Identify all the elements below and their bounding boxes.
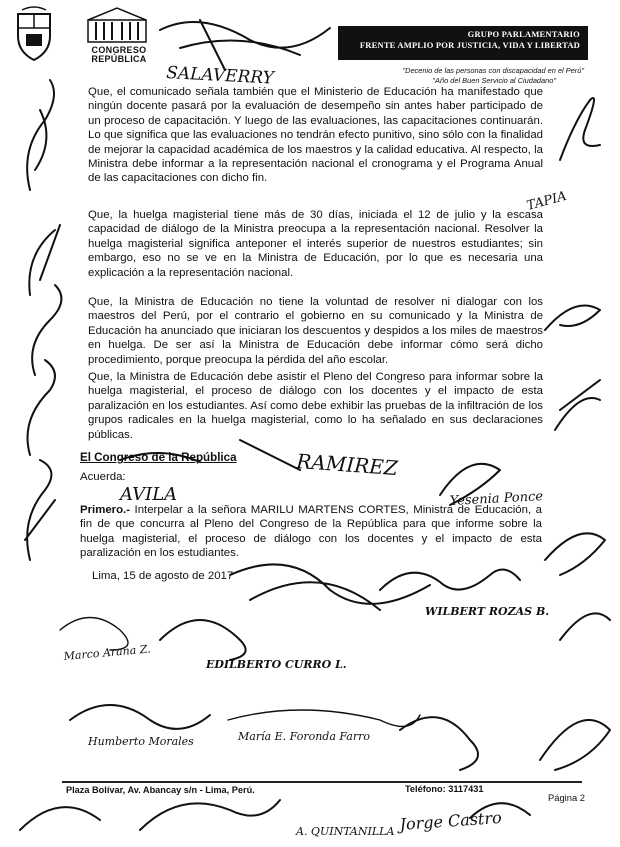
signature-salaverry: SALAVERRY bbox=[165, 63, 275, 89]
signature-right-5 bbox=[560, 613, 610, 640]
signature-right-6 bbox=[540, 720, 610, 770]
footer-phone: Teléfono: 3117431 bbox=[405, 784, 484, 794]
first-text: Interpelar a la señora MARILU MARTENS CORTES, Ministra de Educación, a fin de que concurra al Pleno del Congreso de la República para que informe sobre la huelga magisterial, el proceso de diálogo con los docentes y el impacto de esta paralización en los estudiantes. bbox=[80, 504, 542, 560]
group-line2: FRENTE AMPLIO POR JUSTICIA, VIDA Y LIBERTAD bbox=[359, 40, 580, 50]
signature-bottom-right bbox=[470, 803, 530, 818]
signature-top bbox=[160, 20, 330, 70]
signature-left-2 bbox=[29, 225, 60, 295]
paragraph-2: Que, la huelga magisterial tiene más de 30 días, iniciada el 12 de julio y la escasa capacidad de diálogo de la Ministra preocupa a la representación nacional. Resolver la huelga magisterial significa anteponer el interés superior de nuestros estudiantes; sin embargo, eso no se ve en la Ministra de Educación, por lo que es necesaria una explicación a la representación nacional. bbox=[88, 209, 543, 279]
first-label: Primero.- bbox=[80, 504, 131, 516]
signature-shulluk bbox=[380, 570, 520, 590]
decade-line1: "Decenio de las personas con discapacidad en el Perú" bbox=[402, 66, 584, 75]
congress-logo bbox=[12, 6, 150, 64]
signature-left-4 bbox=[28, 360, 55, 455]
signature-edilberto: EDILBERTO CURRO L. bbox=[206, 658, 347, 671]
paragraph-4: Que, la Ministra de Educación debe asistir el Pleno del Congreso para informar sobre la huelga magisterial, el proceso de diálogo con los docentes y el impacto de esta paralización en los estudiantes. Así como debe exhibir las pruebas de la infiltración de los grupos radicales en la huelga magisterial, como lo ha señalado en sus declaraciones públicas. bbox=[88, 371, 543, 441]
signature-right-4 bbox=[545, 533, 605, 575]
first-resolution bbox=[80, 503, 542, 561]
signature-middle-cross bbox=[230, 564, 430, 610]
signature-humberto-stroke bbox=[70, 705, 210, 729]
logo-label: CONGRESO REPÚBLICA bbox=[91, 45, 147, 64]
signature-maria: María E. Foronda Farro bbox=[238, 730, 370, 743]
signature-bottom-mid bbox=[140, 800, 280, 830]
resolution-heading: El Congreso de la República bbox=[80, 451, 237, 464]
signature-right-1 bbox=[560, 98, 600, 160]
signature-quintanilla: A. QUINTANILLA bbox=[296, 825, 395, 838]
signature-yesenia: Yesenia Ponce bbox=[449, 489, 544, 509]
agreement-label: Acuerda: bbox=[80, 471, 126, 483]
page-number: Página 2 bbox=[548, 792, 586, 803]
coat-of-arms-icon bbox=[12, 6, 56, 62]
signature-jorge: Jorge Castro bbox=[398, 807, 503, 834]
signature-maria-stroke bbox=[228, 710, 420, 726]
signature-humberto: Humberto Morales bbox=[88, 735, 194, 748]
paragraph-1: Que, el comunicado señala también que el Ministerio de Educación ha manifestado que ningún docente pasará por la evaluación de desempeño sin antes haber participado de un proceso de capacitación. Y luego de las evaluaciones, las capacitaciones continuarán. Lo que significa que las evaluaciones no tendrán efecto punitivo, sino sólo con la finalidad de mejorar la capacidad académica de los maestros y la calidad educativa. Al respecto, la Ministra debe informar a la representación nacional el cronograma y el Programa Anual de las capacitaciones con dicho fin. bbox=[88, 86, 543, 185]
signature-avila: AVILA bbox=[120, 484, 178, 505]
signature-left-3 bbox=[32, 285, 61, 375]
signature-marco-stroke bbox=[60, 618, 128, 651]
signature-bottom-left bbox=[20, 807, 100, 830]
footer-address: Plaza Bolívar, Av. Abancay s/n - Lima, Perú. bbox=[66, 785, 255, 795]
signature-yesenia-stroke bbox=[440, 464, 500, 505]
signature-left-1 bbox=[27, 80, 54, 190]
signature-right-2 bbox=[545, 306, 600, 331]
signature-wilbert: WILBERT ROZAS B. bbox=[425, 605, 550, 618]
signature-left-5 bbox=[25, 460, 55, 560]
parliamentary-group-banner bbox=[338, 26, 588, 60]
signature-edilberto-stroke bbox=[160, 620, 246, 660]
signature-center-low bbox=[400, 717, 478, 770]
signature-marco: Marco Arana Z. bbox=[63, 642, 152, 663]
group-line1: GRUPO PARLAMENTARIO bbox=[467, 29, 580, 39]
decade-line2: "Año del Buen Servicio al Ciudadano" bbox=[432, 76, 556, 85]
signature-ramirez: RAMIREZ bbox=[295, 449, 399, 481]
signature-tapia: TAPIA bbox=[525, 188, 569, 214]
signature-right-3 bbox=[555, 380, 600, 430]
footer-divider bbox=[62, 781, 582, 783]
paragraph-3: Que, la Ministra de Educación no tiene la voluntad de resolver ni dialogar con los maestros del Perú, por el contrario el gobierno en su comunicado y la Ministra de Educación ha anunciado que iniciaran los descuentos y despidos a los miles de maestros en huelga. De ser así la Ministra de Educación debe informar cómo será dicho procedimiento, porque preocupa la pérdida del año escolar. bbox=[88, 296, 543, 366]
congress-building-icon bbox=[86, 6, 148, 44]
decade-motto bbox=[330, 66, 584, 86]
document-date: Lima, 15 de agosto de 2017 bbox=[92, 570, 234, 582]
